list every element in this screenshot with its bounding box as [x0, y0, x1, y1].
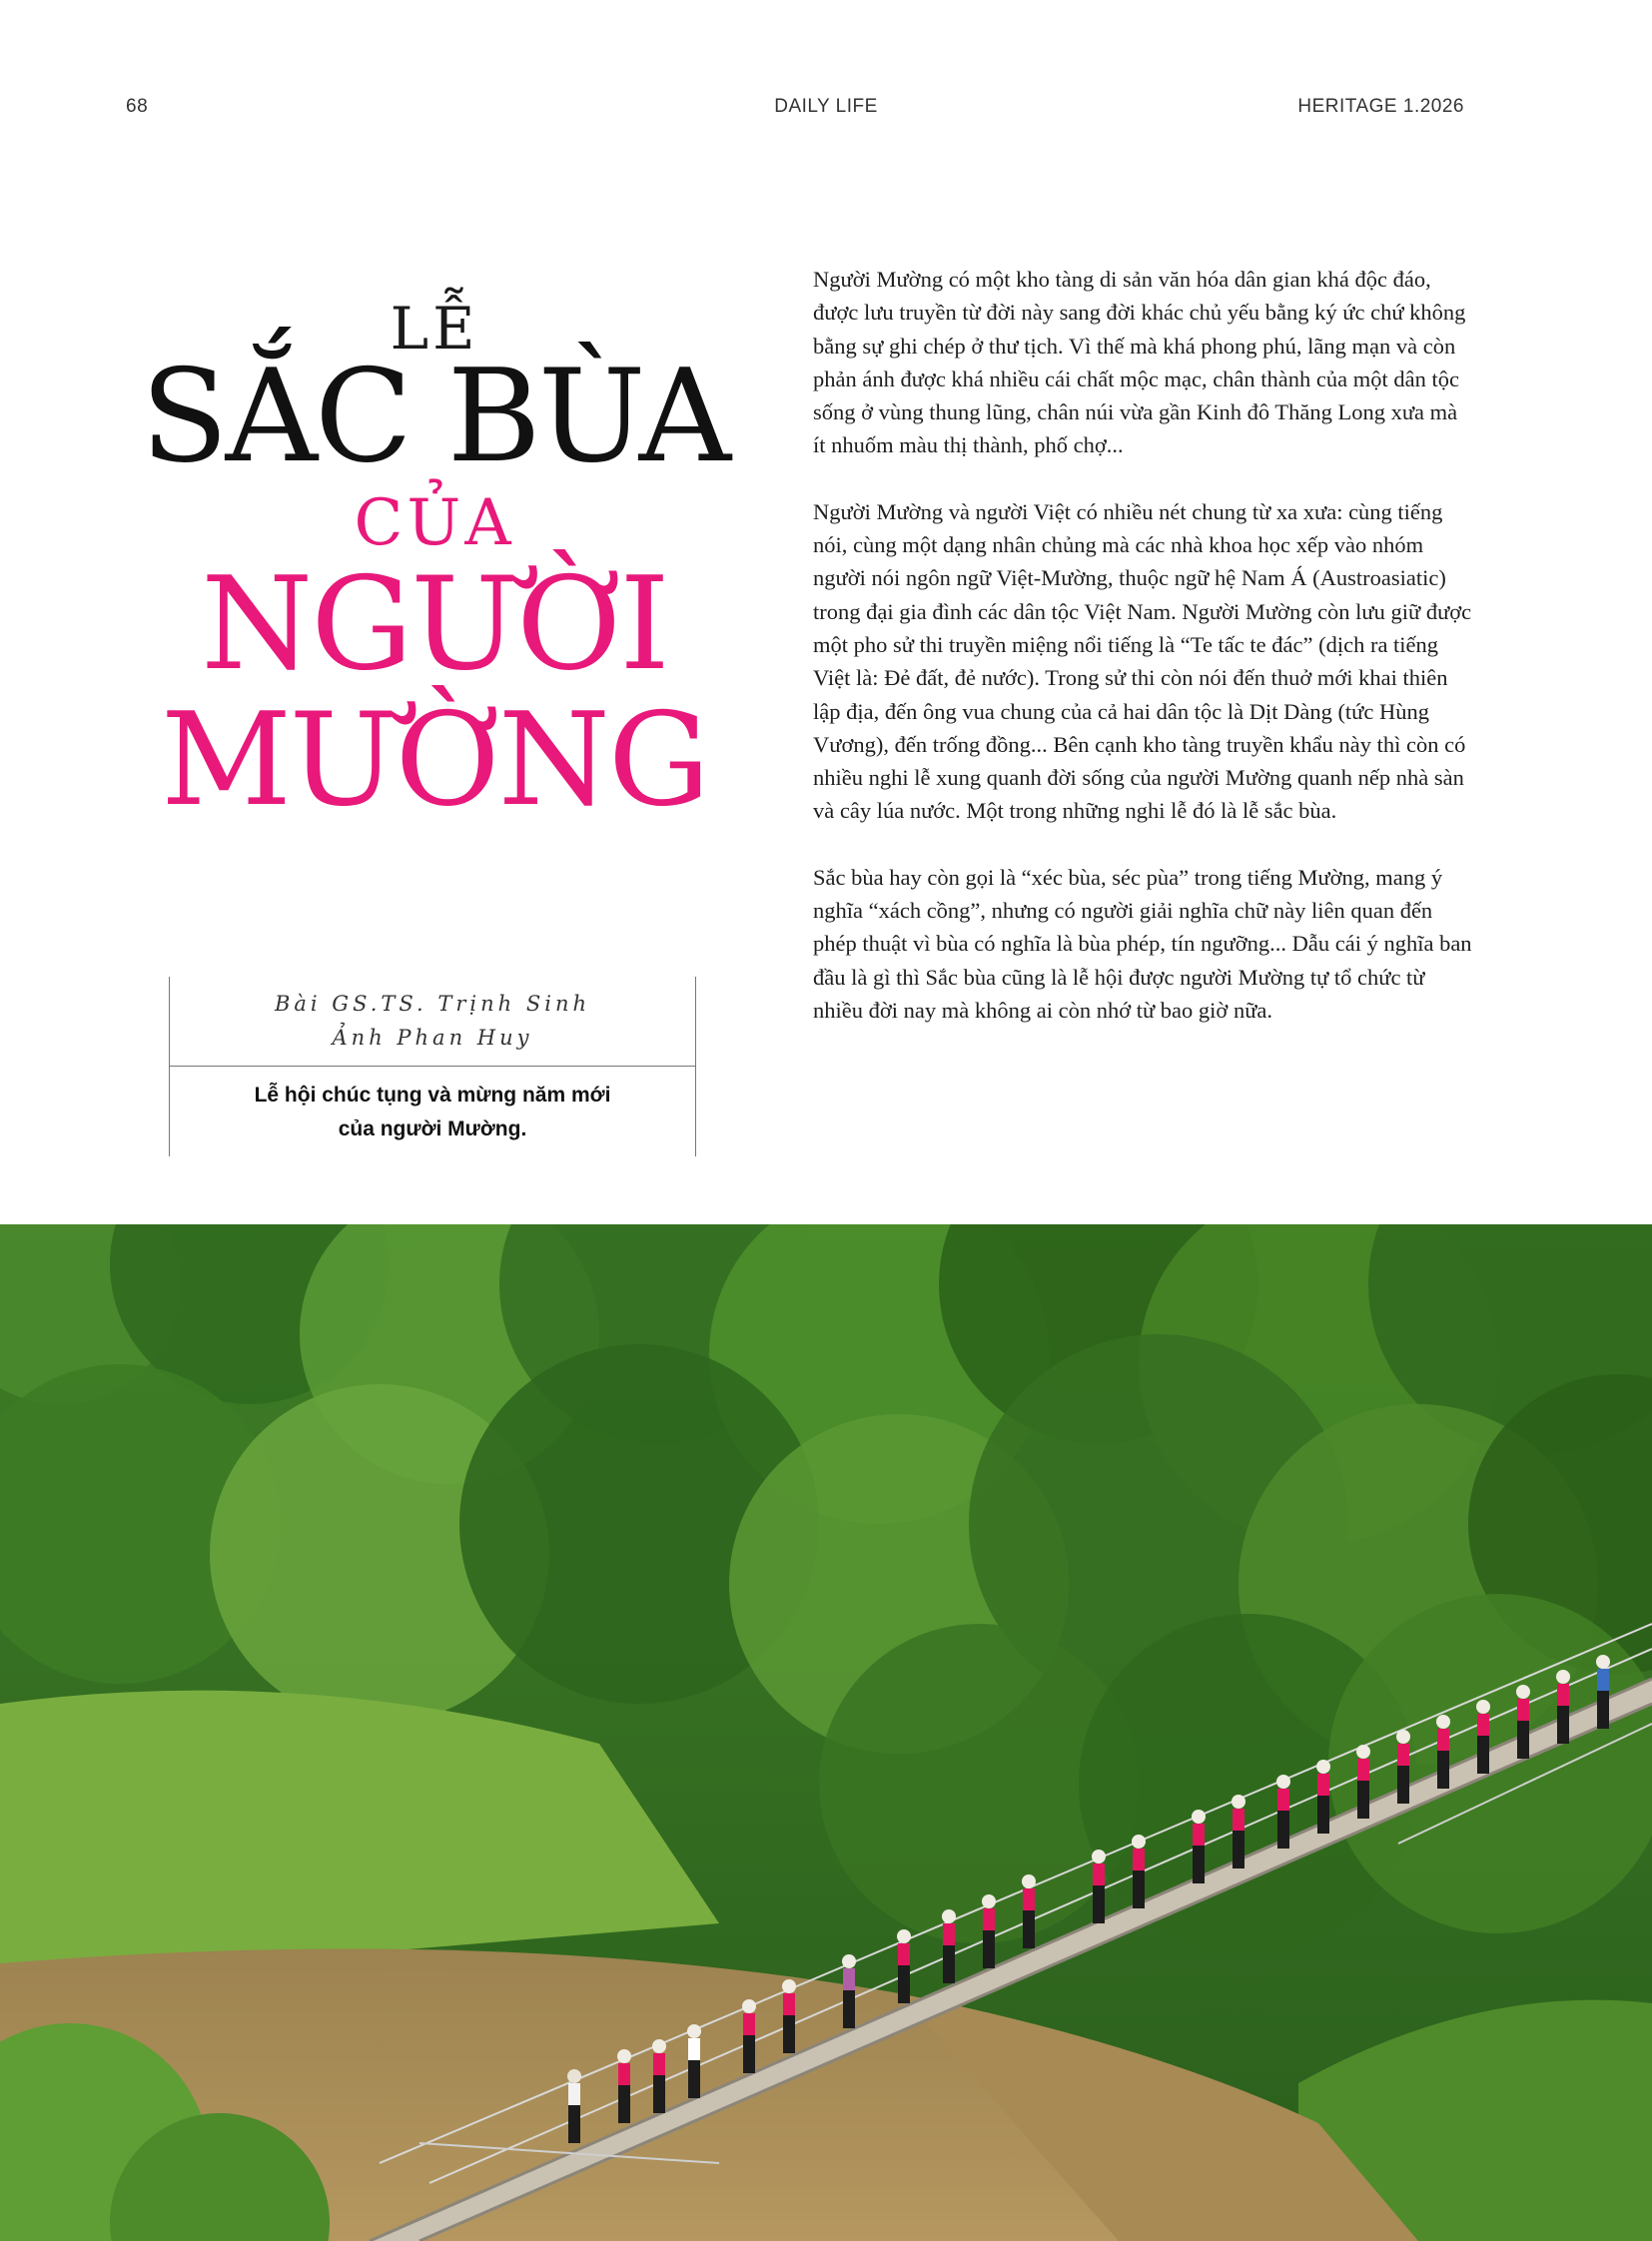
- bridge-photo-illustration: [0, 1224, 1652, 2241]
- title-line-1: LỄ: [390, 295, 479, 363]
- byline-photographer: Ảnh Phan Huy: [332, 1026, 533, 1050]
- section-label: DAILY LIFE: [774, 96, 878, 117]
- lead-line-2: của người Mường.: [338, 1118, 527, 1140]
- suspension-bridge-photo: [0, 1224, 1652, 2241]
- page-number: 68: [126, 96, 149, 117]
- issue-label: HERITAGE 1.2026: [1297, 96, 1464, 117]
- body-text: [813, 263, 1472, 1060]
- lead-line-1: Lễ hội chúc tụng và mừng năm mới: [254, 1084, 611, 1107]
- title-line-3: CỦA: [354, 486, 515, 560]
- body-paragraph: Sắc bùa hay còn gọi là “xéc bùa, séc pùa” trong tiếng Mường, mang ý nghĩa “xách cồng”, nhưng có người giải nghĩa chữ này liên quan đến phép thuật vì bùa có nghĩa là bùa phép, tín ngưỡng... Dẫu cái ý nghĩa ban đầu là gì thì Sắc bùa cũng là lễ hội được người Mường tự tổ chức từ nhiều đời nay mà không ai còn nhớ từ bao giờ nữa.: [813, 864, 1472, 1023]
- byline: [170, 977, 695, 1067]
- body-paragraph: Người Mường và người Việt có nhiều nét chung từ xa xưa: cùng tiếng nói, cùng một dạng nhân chủng mà các nhà khoa học xếp vào nhóm người nói ngôn ngữ Việt-Mường, thuộc ngữ hệ Nam Á (Austroasiatic) trong đại gia đình các dân tộc Việt Nam. Người Mường còn lưu giữ được một pho sử thi truyền miệng nổi tiếng là “Te tấc te đác” (dịch ra tiếng Việt là: Đẻ đất, đẻ nước). Trong sử thi còn nói đến thuở mới khai thiên lập địa, đến ông vua chung của cả hai dân tộc là Dịt Dàng (tức Hùng Vương), đến trống đồng... Bên cạnh kho tàng truyền khẩu này thì còn có nhiều nghi lễ xung quanh đời sống của người Mường quanh nếp nhà sàn và cây lúa nước. Một trong những nghi lễ đó là lễ sắc bùa.: [813, 498, 1472, 824]
- title-line-2: SẮC BÙA: [140, 343, 729, 491]
- title-line-4: NGƯỜI: [201, 550, 668, 699]
- lead-text: [170, 1067, 695, 1146]
- article-title: [140, 295, 729, 835]
- byline-author: Bài GS.TS. Trịnh Sinh: [274, 992, 591, 1016]
- byline-box: [169, 977, 696, 1156]
- body-paragraph: Người Mường có một kho tàng di sản văn hóa dân gian khá độc đáo, được lưu truyền từ đời này sang đời khác chủ yếu bằng ký ức chứ không bằng sự ghi chép ở thư tịch. Vì thế mà khá phong phú, lãng mạn và còn phản ánh được khá nhiều cái chất mộc mạc, chân thành của một dân tộc sống ở vùng thung lũng, chân núi vừa gần Kinh đô Thăng Long xưa mà ít nhuốm màu thị thành, phố chợ...: [813, 267, 1466, 458]
- title-line-5: MƯỜNG: [160, 686, 709, 835]
